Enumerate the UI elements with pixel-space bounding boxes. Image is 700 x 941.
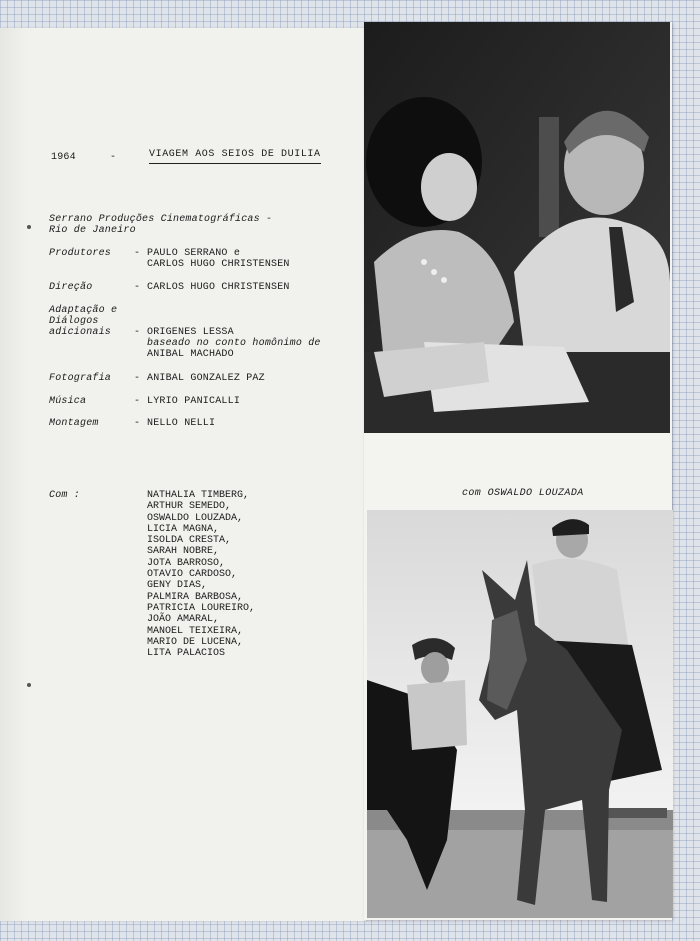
film-still-couple-photo	[364, 22, 670, 433]
cast-member: LITA PALACIOS	[147, 648, 226, 660]
title-dash: -	[110, 152, 117, 163]
music-label: Música	[49, 396, 87, 407]
producers-value-1: PAULO SERRANO e	[147, 248, 241, 259]
cast-member: ARTHUR SEMEDO,	[147, 501, 232, 513]
cast-label: Com :	[49, 490, 81, 501]
direction-sep: -	[134, 282, 141, 293]
cast-member: LICIA MAGNA,	[147, 523, 220, 535]
cast-member: ISOLDA CRESTA,	[147, 535, 232, 547]
adaptation-label-1: Adaptação e	[49, 305, 118, 316]
cast-member: OTAVIO CARDOSO,	[147, 569, 238, 581]
photography-value: ANIBAL GONZALEZ PAZ	[147, 373, 265, 384]
producers-value-2: CARLOS HUGO CHRISTENSEN	[147, 259, 290, 270]
film-title: VIAGEM AOS SEIOS DE DUILIA	[149, 149, 321, 164]
photography-sep: -	[134, 373, 141, 384]
cast-member: GENY DIAS,	[147, 580, 208, 592]
binder-hole	[27, 225, 31, 229]
cast-list	[147, 490, 255, 659]
adaptation-sep: -	[134, 327, 141, 338]
music-value: LYRIO PANICALLI	[147, 396, 241, 407]
film-still-riders-photo	[367, 510, 673, 918]
photo-still-1-image	[364, 22, 670, 433]
producers-sep: -	[134, 248, 141, 259]
cast-member: MARIO DE LUCENA,	[147, 636, 244, 648]
editing-sep: -	[134, 418, 141, 429]
cast-member: PALMIRA BARBOSA,	[147, 591, 244, 603]
direction-value: CARLOS HUGO CHRISTENSEN	[147, 282, 290, 293]
company-line-1: Serrano Produções Cinematográficas -	[49, 214, 273, 225]
binder-hole	[27, 683, 31, 687]
adaptation-value-1: ORIGENES LESSA	[147, 327, 234, 338]
cast-member: PATRICIA LOUREIRO,	[147, 602, 256, 614]
adaptation-label-3: adicionais	[49, 327, 112, 338]
adaptation-value-2: baseado no conto homônimo de	[147, 338, 321, 349]
company-line-2: Rio de Janeiro	[49, 225, 136, 236]
producers-label: Produtores	[49, 248, 112, 259]
cast-member: MANOEL TEIXEIRA,	[147, 625, 244, 637]
cast-member: NATHALIA TIMBERG,	[147, 490, 250, 501]
cast-member: JOTA BARROSO,	[147, 557, 226, 569]
editing-value: NELLO NELLI	[147, 418, 216, 429]
cast-member: OSWALDO LOUZADA,	[147, 512, 244, 524]
music-sep: -	[134, 396, 141, 407]
cast-member: JOÃO AMARAL,	[147, 614, 220, 626]
adaptation-value-3: ANIBAL MACHADO	[147, 349, 234, 360]
adaptation-label-2: Diálogos	[49, 316, 99, 327]
direction-label: Direção	[49, 282, 93, 293]
film-year: 1964	[51, 152, 76, 163]
photo-still-2-image	[367, 510, 673, 918]
photo-caption: com OSWALDO LOUZADA	[462, 488, 584, 499]
cast-member: SARAH NOBRE,	[147, 546, 220, 558]
photography-label: Fotografia	[49, 373, 112, 384]
editing-label: Montagem	[49, 418, 99, 429]
